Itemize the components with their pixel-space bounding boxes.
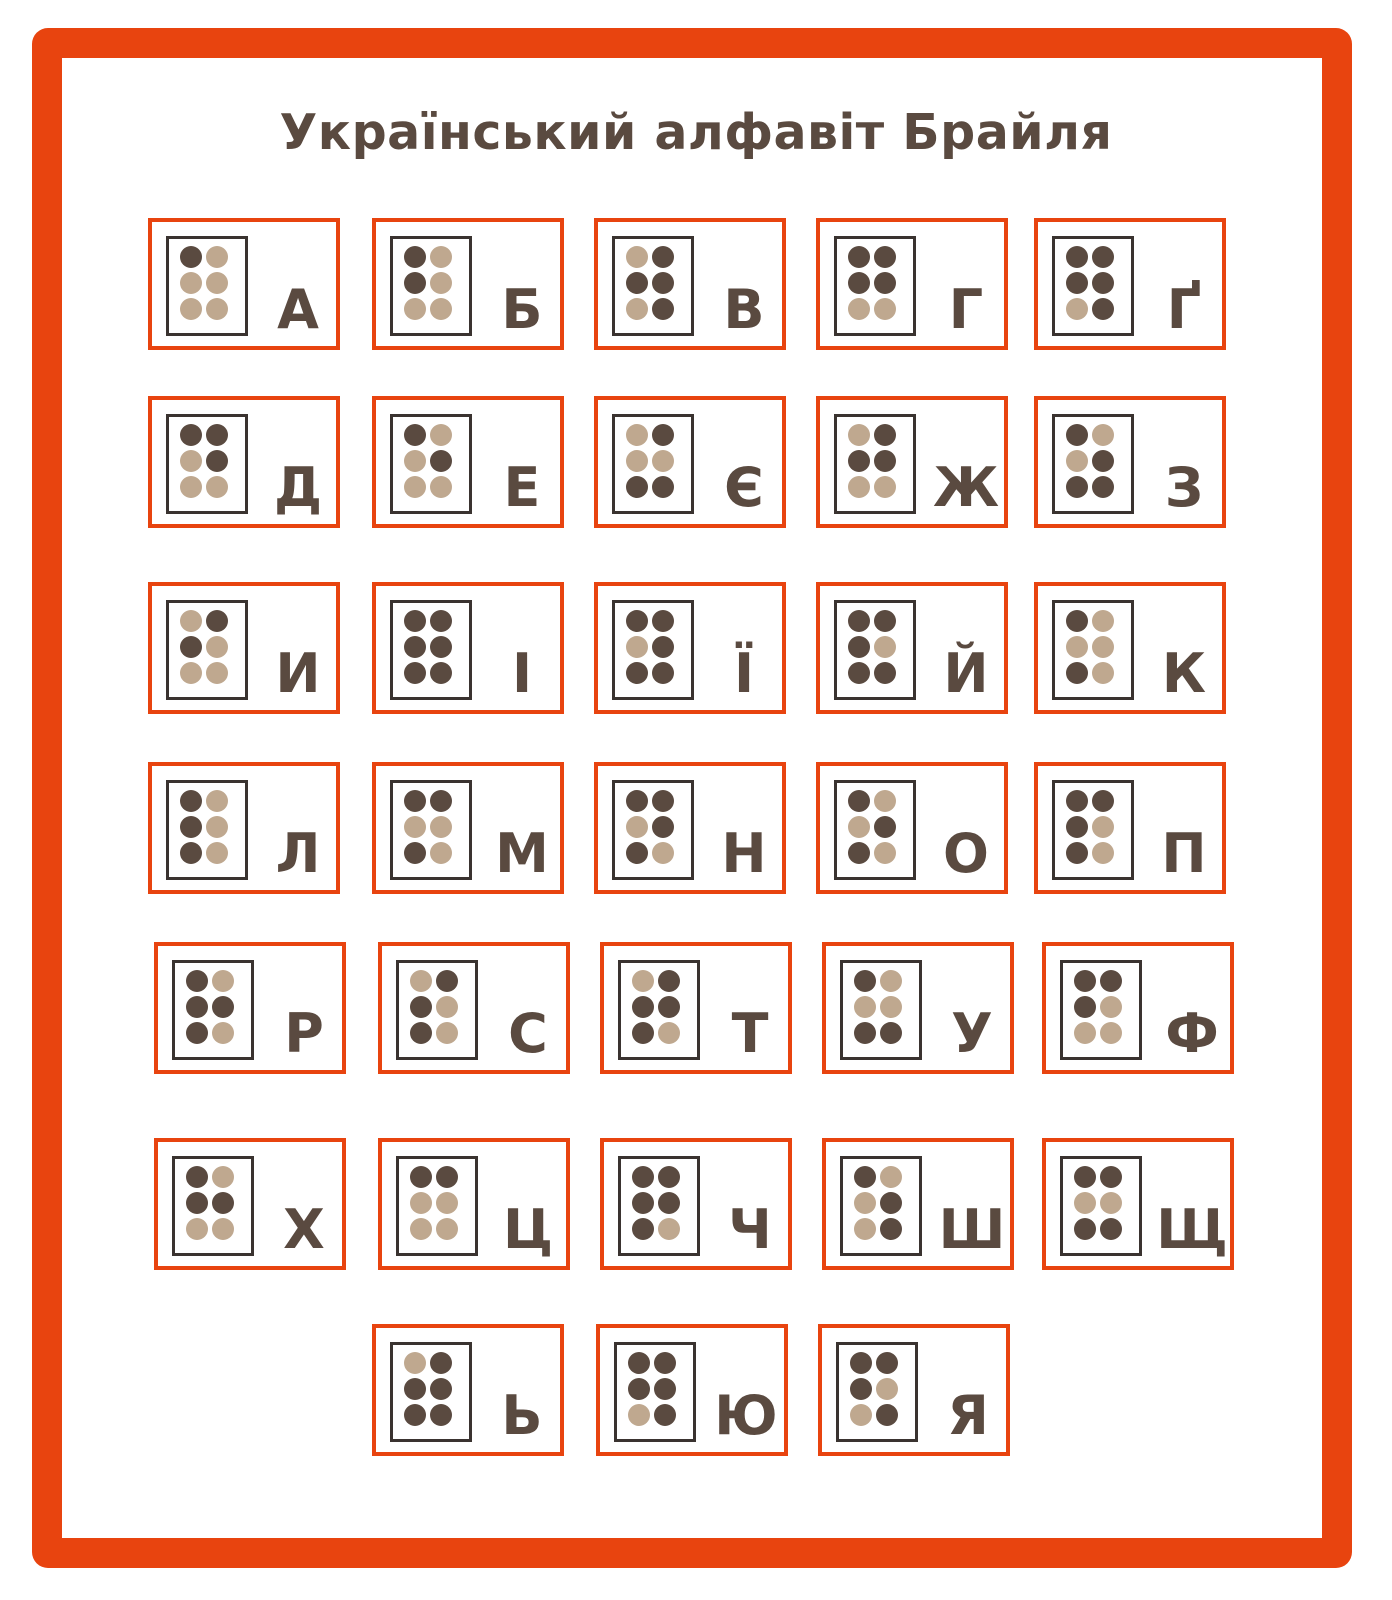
braille-dot-flat xyxy=(404,476,426,498)
braille-dot-flat xyxy=(206,842,228,864)
braille-dot-raised xyxy=(186,1166,208,1188)
braille-dot-flat xyxy=(880,970,902,992)
braille-dot-raised xyxy=(186,1022,208,1044)
braille-dot-flat xyxy=(652,450,674,472)
braille-dot-flat xyxy=(1100,996,1122,1018)
braille-dot-raised xyxy=(404,662,426,684)
braille-cell xyxy=(372,1324,564,1456)
braille-dot-raised xyxy=(436,1166,458,1188)
cell-letter: Щ xyxy=(1156,1198,1228,1261)
braille-cell xyxy=(378,942,570,1074)
braille-dot-raised xyxy=(410,1166,432,1188)
braille-dot-raised xyxy=(850,1352,872,1374)
braille-cell xyxy=(372,762,564,894)
braille-cell xyxy=(600,942,792,1074)
braille-dot-raised xyxy=(652,636,674,658)
braille-dot-raised xyxy=(430,450,452,472)
braille-dot-flat xyxy=(1066,450,1088,472)
braille-symbol xyxy=(396,960,478,1060)
braille-cell xyxy=(594,218,786,350)
braille-dot-raised xyxy=(848,246,870,268)
braille-dot-raised xyxy=(848,450,870,472)
braille-dot-raised xyxy=(410,996,432,1018)
braille-dot-raised xyxy=(430,790,452,812)
braille-dot-raised xyxy=(436,970,458,992)
braille-symbol xyxy=(840,1156,922,1256)
braille-dot-raised xyxy=(652,424,674,446)
braille-dot-flat xyxy=(1092,424,1114,446)
braille-dot-flat xyxy=(658,1218,680,1240)
braille-dot-flat xyxy=(206,816,228,838)
braille-dot-raised xyxy=(180,816,202,838)
braille-dot-raised xyxy=(626,842,648,864)
braille-cell xyxy=(816,218,1008,350)
braille-symbol xyxy=(614,1342,696,1442)
braille-dot-flat xyxy=(430,246,452,268)
braille-dot-flat xyxy=(1066,636,1088,658)
cell-letter: А xyxy=(277,278,319,341)
braille-dot-raised xyxy=(880,1022,902,1044)
braille-cell xyxy=(1042,1138,1234,1270)
braille-dot-flat xyxy=(850,1404,872,1426)
braille-dot-raised xyxy=(652,790,674,812)
braille-dot-raised xyxy=(658,1192,680,1214)
braille-dot-raised xyxy=(874,662,896,684)
braille-dot-flat xyxy=(206,636,228,658)
braille-symbol xyxy=(390,600,472,700)
braille-dot-raised xyxy=(658,996,680,1018)
braille-dot-raised xyxy=(1066,816,1088,838)
braille-cell xyxy=(596,1324,788,1456)
braille-dot-raised xyxy=(1092,272,1114,294)
braille-dot-flat xyxy=(212,1218,234,1240)
braille-dot-raised xyxy=(1074,1166,1096,1188)
braille-dot-raised xyxy=(652,662,674,684)
braille-dot-raised xyxy=(1074,970,1096,992)
cell-letter: Ґ xyxy=(1166,278,1202,341)
braille-dot-raised xyxy=(1092,476,1114,498)
braille-cell xyxy=(148,762,340,894)
braille-dot-raised xyxy=(410,1022,432,1044)
braille-dot-flat xyxy=(1092,636,1114,658)
braille-symbol xyxy=(396,1156,478,1256)
braille-dot-raised xyxy=(430,1352,452,1374)
braille-dot-raised xyxy=(186,996,208,1018)
braille-dot-raised xyxy=(848,662,870,684)
braille-dot-flat xyxy=(874,476,896,498)
braille-cell xyxy=(816,396,1008,528)
braille-dot-raised xyxy=(854,1166,876,1188)
braille-symbol xyxy=(172,1156,254,1256)
braille-dot-flat xyxy=(848,816,870,838)
braille-dot-raised xyxy=(180,636,202,658)
braille-dot-raised xyxy=(404,1378,426,1400)
braille-dot-flat xyxy=(430,424,452,446)
braille-dot-flat xyxy=(436,1192,458,1214)
braille-dot-raised xyxy=(404,790,426,812)
braille-dot-flat xyxy=(436,1022,458,1044)
braille-dot-flat xyxy=(180,662,202,684)
braille-dot-raised xyxy=(848,272,870,294)
braille-cell xyxy=(822,1138,1014,1270)
braille-dot-flat xyxy=(626,298,648,320)
braille-dot-raised xyxy=(626,476,648,498)
braille-dot-flat xyxy=(628,1404,650,1426)
braille-dot-flat xyxy=(180,298,202,320)
braille-dot-raised xyxy=(180,842,202,864)
braille-dot-flat xyxy=(430,298,452,320)
braille-dot-flat xyxy=(410,970,432,992)
braille-dot-raised xyxy=(180,790,202,812)
braille-dot-raised xyxy=(626,790,648,812)
braille-dot-flat xyxy=(206,272,228,294)
braille-cell xyxy=(372,582,564,714)
braille-dot-flat xyxy=(626,450,648,472)
braille-dot-raised xyxy=(1100,1218,1122,1240)
braille-symbol xyxy=(834,780,916,880)
braille-cell xyxy=(1034,762,1226,894)
braille-dot-raised xyxy=(854,1022,876,1044)
cell-letter: У xyxy=(951,1002,993,1065)
braille-dot-raised xyxy=(1100,970,1122,992)
cell-letter: Ч xyxy=(728,1198,772,1261)
braille-dot-raised xyxy=(654,1378,676,1400)
cell-letter: Н xyxy=(721,822,767,885)
braille-cell xyxy=(154,942,346,1074)
braille-dot-flat xyxy=(180,610,202,632)
braille-dot-raised xyxy=(880,1218,902,1240)
cell-letter: Ю xyxy=(714,1384,778,1447)
cell-letter: Я xyxy=(947,1384,989,1447)
cell-letter: Х xyxy=(283,1198,325,1261)
braille-dot-raised xyxy=(430,1378,452,1400)
braille-dot-raised xyxy=(632,1166,654,1188)
braille-symbol xyxy=(172,960,254,1060)
braille-cell xyxy=(372,218,564,350)
braille-dot-flat xyxy=(404,450,426,472)
braille-symbol xyxy=(618,960,700,1060)
cell-letter: С xyxy=(508,1002,548,1065)
braille-symbol xyxy=(1052,780,1134,880)
braille-dot-flat xyxy=(206,298,228,320)
cell-letter: Г xyxy=(948,278,984,341)
braille-dot-flat xyxy=(212,1166,234,1188)
braille-symbol xyxy=(166,236,248,336)
braille-dot-raised xyxy=(430,1404,452,1426)
braille-dot-flat xyxy=(632,970,654,992)
braille-dot-raised xyxy=(1066,476,1088,498)
braille-dot-raised xyxy=(404,1404,426,1426)
cell-letter: Є xyxy=(724,456,764,519)
braille-dot-raised xyxy=(850,1378,872,1400)
braille-cell xyxy=(594,582,786,714)
braille-dot-raised xyxy=(404,636,426,658)
braille-cell xyxy=(1042,942,1234,1074)
braille-cell xyxy=(154,1138,346,1270)
braille-dot-raised xyxy=(874,424,896,446)
braille-dot-flat xyxy=(1092,610,1114,632)
braille-dot-flat xyxy=(206,246,228,268)
braille-dot-flat xyxy=(180,272,202,294)
braille-cell xyxy=(816,582,1008,714)
cell-letter: Е xyxy=(503,456,541,519)
cell-letter: Ф xyxy=(1165,1002,1219,1065)
braille-dot-flat xyxy=(180,450,202,472)
braille-dot-raised xyxy=(632,996,654,1018)
braille-dot-flat xyxy=(1074,1022,1096,1044)
braille-symbol xyxy=(166,780,248,880)
cell-letter: Л xyxy=(275,822,321,885)
braille-dot-raised xyxy=(186,970,208,992)
braille-dot-flat xyxy=(212,970,234,992)
braille-dot-raised xyxy=(404,610,426,632)
braille-dot-raised xyxy=(212,1192,234,1214)
braille-cell xyxy=(822,942,1014,1074)
braille-dot-flat xyxy=(430,476,452,498)
braille-dot-flat xyxy=(436,1218,458,1240)
braille-dot-raised xyxy=(1066,246,1088,268)
braille-dot-raised xyxy=(404,272,426,294)
page-title: Український алфавіт Брайля xyxy=(279,104,1113,161)
braille-dot-flat xyxy=(626,636,648,658)
braille-symbol xyxy=(1060,1156,1142,1256)
braille-dot-raised xyxy=(1092,246,1114,268)
braille-dot-raised xyxy=(626,272,648,294)
braille-dot-raised xyxy=(404,424,426,446)
braille-dot-flat xyxy=(206,476,228,498)
braille-dot-raised xyxy=(628,1352,650,1374)
braille-dot-flat xyxy=(410,1218,432,1240)
braille-dot-raised xyxy=(652,816,674,838)
braille-dot-raised xyxy=(404,842,426,864)
braille-cell xyxy=(148,582,340,714)
braille-symbol xyxy=(1052,414,1134,514)
braille-symbol xyxy=(840,960,922,1060)
braille-dot-flat xyxy=(1074,1192,1096,1214)
braille-cell xyxy=(1034,396,1226,528)
cell-letter: В xyxy=(723,278,765,341)
braille-dot-flat xyxy=(212,1022,234,1044)
braille-dot-raised xyxy=(876,1404,898,1426)
braille-dot-raised xyxy=(874,272,896,294)
braille-dot-raised xyxy=(430,662,452,684)
cell-letter: Ж xyxy=(932,456,1000,519)
braille-dot-flat xyxy=(404,816,426,838)
braille-dot-raised xyxy=(848,636,870,658)
cell-letter: Т xyxy=(731,1002,769,1065)
braille-dot-raised xyxy=(186,1192,208,1214)
braille-symbol xyxy=(612,414,694,514)
braille-dot-raised xyxy=(632,1022,654,1044)
braille-dot-flat xyxy=(1100,1192,1122,1214)
braille-dot-raised xyxy=(874,816,896,838)
braille-symbol xyxy=(390,414,472,514)
braille-dot-flat xyxy=(626,816,648,838)
braille-dot-flat xyxy=(430,272,452,294)
braille-dot-raised xyxy=(626,610,648,632)
braille-dot-flat xyxy=(874,636,896,658)
braille-dot-raised xyxy=(874,450,896,472)
braille-dot-raised xyxy=(848,842,870,864)
braille-symbol xyxy=(1052,236,1134,336)
cell-letter: К xyxy=(1161,642,1207,705)
cell-letter: І xyxy=(511,642,533,705)
braille-cell xyxy=(1034,218,1226,350)
braille-cell xyxy=(148,218,340,350)
braille-cell xyxy=(1034,582,1226,714)
braille-dot-raised xyxy=(626,662,648,684)
cell-letter: Ї xyxy=(733,642,755,705)
braille-dot-raised xyxy=(1066,662,1088,684)
braille-dot-flat xyxy=(854,1192,876,1214)
braille-dot-raised xyxy=(1092,790,1114,812)
braille-dot-raised xyxy=(212,996,234,1018)
braille-symbol xyxy=(390,780,472,880)
braille-dot-flat xyxy=(1092,816,1114,838)
braille-cell xyxy=(600,1138,792,1270)
braille-cell xyxy=(816,762,1008,894)
braille-dot-raised xyxy=(654,1404,676,1426)
braille-dot-flat xyxy=(410,1192,432,1214)
braille-dot-raised xyxy=(1066,424,1088,446)
cell-letter: Ь xyxy=(501,1384,543,1447)
braille-dot-raised xyxy=(1074,996,1096,1018)
braille-dot-flat xyxy=(854,1218,876,1240)
braille-dot-raised xyxy=(854,970,876,992)
cell-letter: М xyxy=(495,822,549,885)
braille-dot-flat xyxy=(876,1378,898,1400)
braille-dot-flat xyxy=(848,298,870,320)
cell-letter: Д xyxy=(273,456,323,519)
braille-dot-raised xyxy=(404,246,426,268)
braille-dot-raised xyxy=(652,246,674,268)
braille-cell xyxy=(378,1138,570,1270)
cell-letter: П xyxy=(1161,822,1207,885)
braille-cell xyxy=(594,396,786,528)
braille-dot-raised xyxy=(1092,450,1114,472)
braille-dot-flat xyxy=(848,476,870,498)
cell-letter: З xyxy=(1164,456,1204,519)
braille-dot-raised xyxy=(632,1192,654,1214)
braille-dot-raised xyxy=(628,1378,650,1400)
cell-letter: И xyxy=(275,642,321,705)
braille-cell xyxy=(818,1324,1010,1456)
braille-dot-flat xyxy=(652,842,674,864)
braille-symbol xyxy=(618,1156,700,1256)
braille-dot-flat xyxy=(180,476,202,498)
braille-dot-raised xyxy=(430,610,452,632)
braille-dot-flat xyxy=(1092,662,1114,684)
braille-dot-flat xyxy=(206,790,228,812)
braille-dot-flat xyxy=(436,996,458,1018)
cell-letter: О xyxy=(943,822,989,885)
braille-dot-raised xyxy=(180,424,202,446)
braille-symbol xyxy=(834,414,916,514)
braille-dot-flat xyxy=(848,424,870,446)
braille-dot-raised xyxy=(430,636,452,658)
braille-symbol xyxy=(390,236,472,336)
braille-dot-raised xyxy=(876,1352,898,1374)
braille-symbol xyxy=(612,600,694,700)
cell-letter: Б xyxy=(501,278,543,341)
braille-dot-flat xyxy=(404,298,426,320)
braille-symbol xyxy=(390,1342,472,1442)
braille-symbol xyxy=(834,600,916,700)
braille-dot-flat xyxy=(880,1166,902,1188)
braille-dot-raised xyxy=(1066,790,1088,812)
braille-symbol xyxy=(834,236,916,336)
braille-dot-raised xyxy=(658,970,680,992)
braille-cell xyxy=(372,396,564,528)
braille-symbol xyxy=(1060,960,1142,1060)
braille-cell xyxy=(148,396,340,528)
braille-cell xyxy=(594,762,786,894)
braille-dot-flat xyxy=(874,842,896,864)
braille-dot-raised xyxy=(1074,1218,1096,1240)
braille-dot-raised xyxy=(1066,272,1088,294)
braille-dot-flat xyxy=(874,298,896,320)
braille-dot-flat xyxy=(1100,1022,1122,1044)
braille-symbol xyxy=(166,600,248,700)
braille-dot-raised xyxy=(874,610,896,632)
braille-symbol xyxy=(836,1342,918,1442)
braille-dot-raised xyxy=(1100,1166,1122,1188)
braille-dot-raised xyxy=(848,610,870,632)
braille-dot-flat xyxy=(430,816,452,838)
braille-dot-flat xyxy=(186,1218,208,1240)
braille-dot-raised xyxy=(880,1192,902,1214)
braille-dot-raised xyxy=(654,1352,676,1374)
braille-dot-raised xyxy=(652,610,674,632)
braille-dot-raised xyxy=(206,450,228,472)
cell-letter: Ш xyxy=(938,1198,1006,1261)
braille-dot-raised xyxy=(1092,298,1114,320)
braille-dot-raised xyxy=(652,298,674,320)
braille-dot-flat xyxy=(404,1352,426,1374)
braille-dot-raised xyxy=(658,1166,680,1188)
cell-letter: Ц xyxy=(502,1198,554,1261)
braille-dot-raised xyxy=(206,424,228,446)
cell-letter: Р xyxy=(284,1002,324,1065)
braille-dot-flat xyxy=(874,790,896,812)
braille-dot-raised xyxy=(180,246,202,268)
braille-dot-flat xyxy=(206,662,228,684)
braille-dot-raised xyxy=(1066,842,1088,864)
braille-dot-raised xyxy=(1066,610,1088,632)
braille-dot-raised xyxy=(848,790,870,812)
braille-dot-flat xyxy=(430,842,452,864)
braille-dot-raised xyxy=(874,246,896,268)
braille-dot-raised xyxy=(652,272,674,294)
braille-dot-flat xyxy=(1092,842,1114,864)
braille-dot-flat xyxy=(658,1022,680,1044)
braille-dot-raised xyxy=(652,476,674,498)
braille-dot-flat xyxy=(854,996,876,1018)
braille-dot-flat xyxy=(626,246,648,268)
braille-dot-flat xyxy=(1066,298,1088,320)
braille-dot-raised xyxy=(206,610,228,632)
cell-letter: Й xyxy=(943,642,989,705)
braille-dot-flat xyxy=(880,996,902,1018)
braille-dot-raised xyxy=(632,1218,654,1240)
braille-dot-flat xyxy=(626,424,648,446)
braille-symbol xyxy=(166,414,248,514)
braille-symbol xyxy=(612,236,694,336)
braille-symbol xyxy=(1052,600,1134,700)
braille-symbol xyxy=(612,780,694,880)
